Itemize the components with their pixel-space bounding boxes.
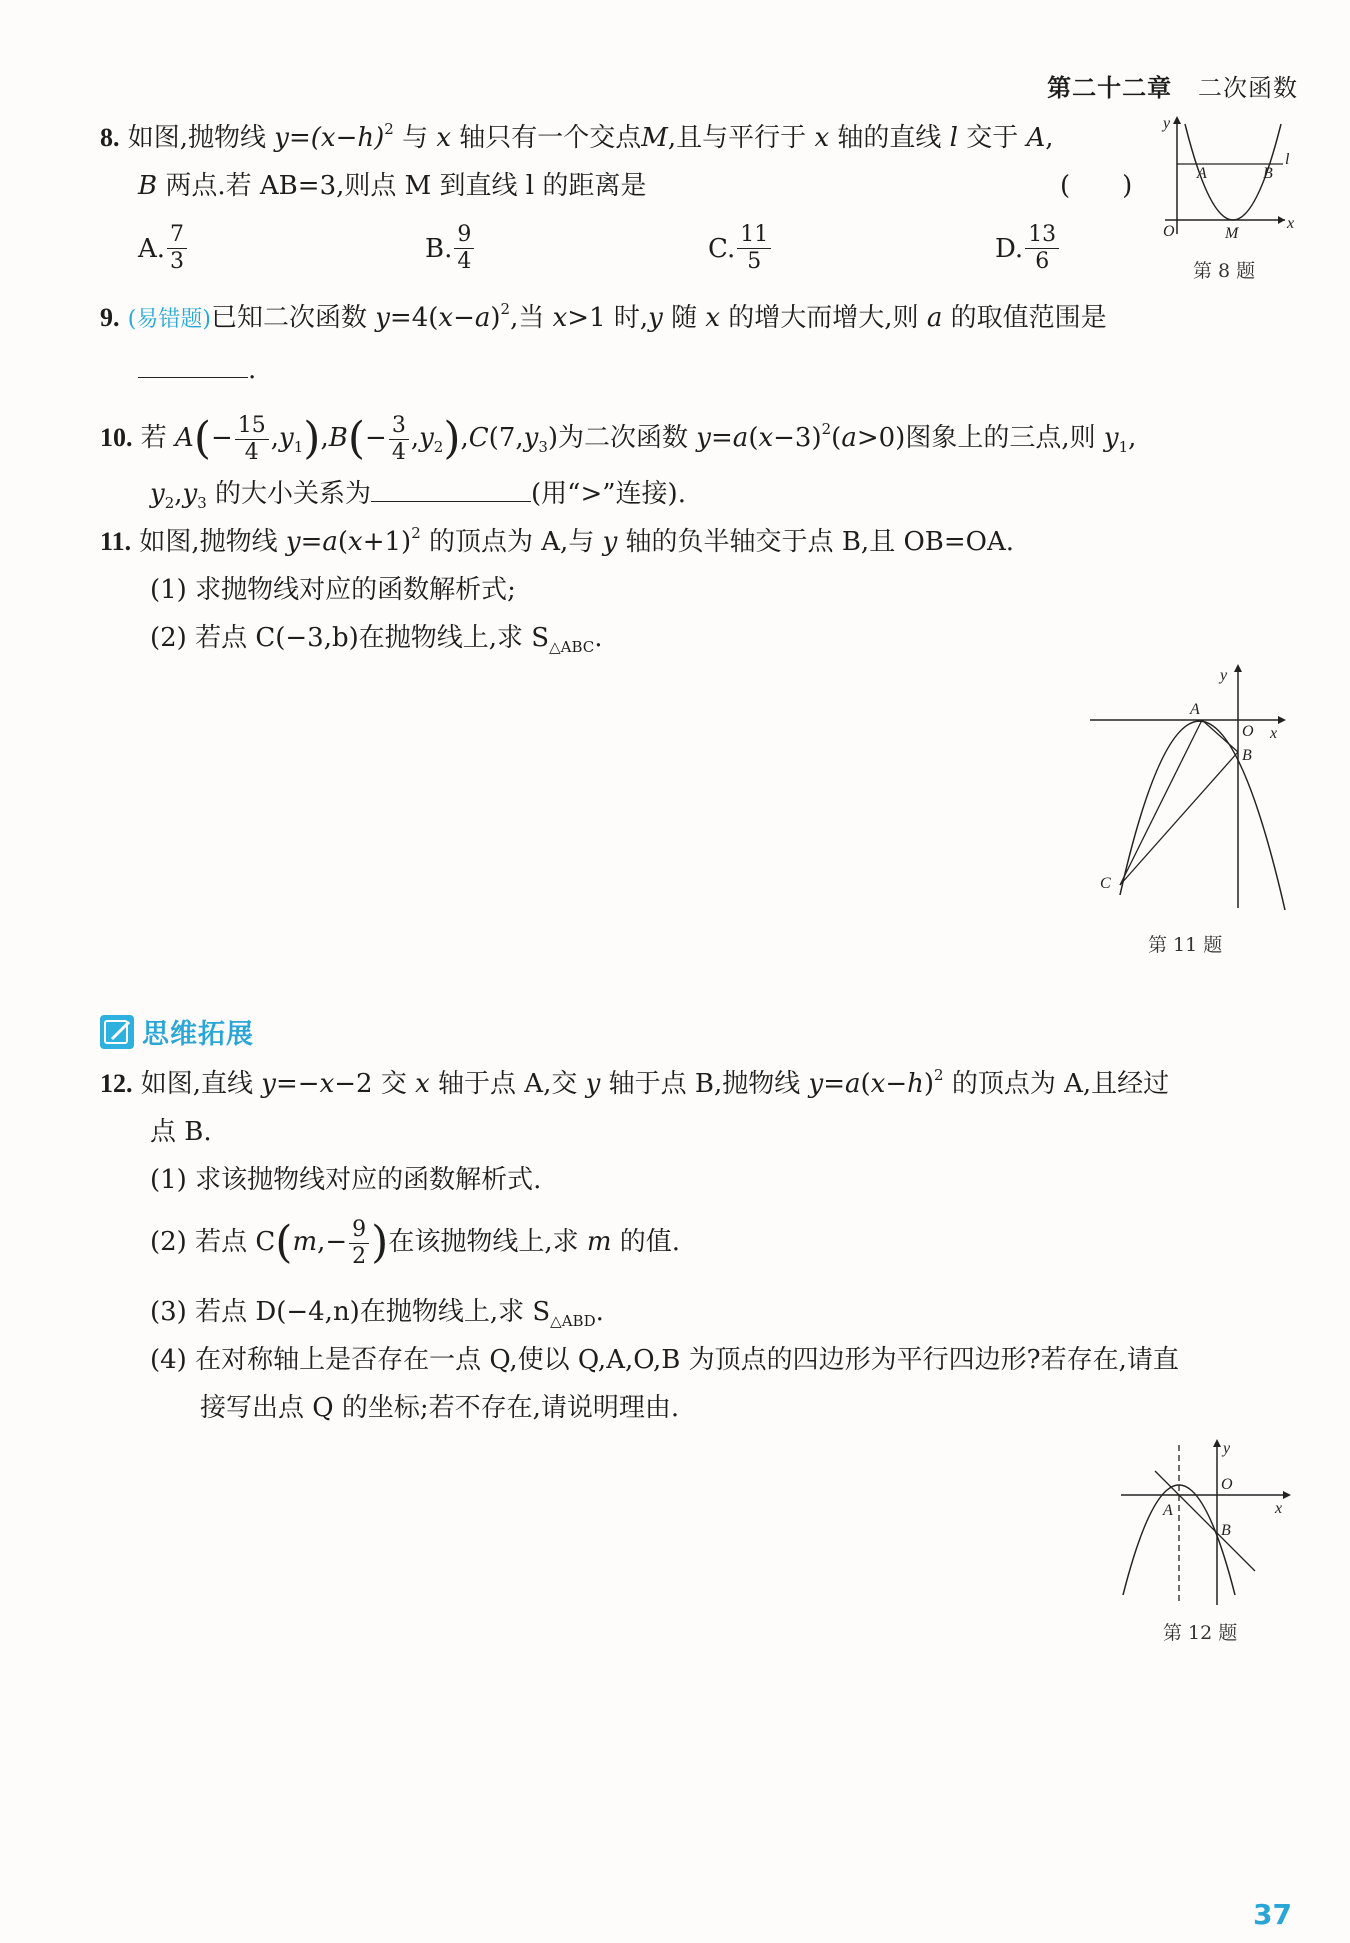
q9-text: 时, <box>605 303 649 333</box>
figure-8-caption: 第 8 题 <box>1193 260 1256 282</box>
q10-answer-blank[interactable] <box>371 477 531 502</box>
numerator: 7 <box>167 222 187 249</box>
svg-text:A: A <box>1163 1502 1173 1519</box>
q9-text: 已知二次函数 <box>210 303 376 333</box>
question-number: 10. <box>100 423 133 452</box>
question-number: 8. <box>100 123 120 152</box>
denominator: 4 <box>457 249 472 274</box>
svg-text:y: y <box>1223 1440 1231 1457</box>
svg-text:B: B <box>1221 1522 1231 1539</box>
q8-equation: y=(x−h) <box>274 123 385 153</box>
q12-line2: 点 B. <box>150 1117 212 1147</box>
q8-text: ,且与平行于 <box>667 123 815 153</box>
svg-text:O: O <box>1221 1476 1233 1493</box>
choice-b <box>425 222 476 275</box>
svg-text:y: y <box>1220 667 1228 684</box>
subscript: △ABC <box>549 638 595 656</box>
q11-text: 如图,抛物线 <box>139 527 286 557</box>
section-title: 思维拓展 <box>142 1019 254 1050</box>
choice-label: B. <box>425 233 453 264</box>
q9-text: 的取值范围是 <box>942 303 1107 333</box>
error-prone-tag: (易错题) <box>127 307 211 332</box>
q12-sub4-line1: (4) 在对称轴上是否存在一点 Q,使以 Q,A,O,B 为顶点的四边形为平行四边形?若存在,请直 <box>150 1345 1179 1375</box>
q10-text: 为二次函数 <box>558 423 697 453</box>
svg-text:O: O <box>1242 723 1254 740</box>
question-8: 8. 如图,抛物线 $y=(x-h)^2$ 与 x 轴只有一个交点M,且与平行于 x 轴的直线 l 交于 A, <box>100 120 1054 153</box>
chapter-label: 第二十二章 <box>1047 74 1173 102</box>
svg-text:x: x <box>1275 1500 1283 1517</box>
q8-text: 轴只有一个交点 <box>451 123 642 153</box>
q12-text: 轴于点 B,抛物线 <box>600 1069 809 1099</box>
q12-text: (2) 若点 C <box>150 1227 276 1257</box>
q10-text: 的大小关系为 <box>206 479 372 509</box>
running-header <box>1047 68 1298 103</box>
numerator: 11 <box>737 222 771 249</box>
question-9: 9. (易错题)已知二次函数 $y=4(x-a)^2$,当 x>1 时,y 随 x 的增大而增大,则 a 的取值范围是 <box>100 300 1107 333</box>
q10-line2: $y_2,y_3$ 的大小关系为 (用“>”连接). <box>150 479 686 512</box>
choice-label: C. <box>708 233 736 264</box>
page-number: 37 <box>1253 1898 1292 1931</box>
denominator: 6 <box>1035 249 1050 274</box>
svg-text:B: B <box>1242 747 1252 764</box>
pencil-paper-icon <box>100 1015 134 1049</box>
question-11: 11. 如图,抛物线 $y=a(x+1)^2$ 的顶点为 A,与 y 轴的负半轴交于点 B,且 OB=OA. <box>100 524 1015 557</box>
q12-text: 的顶点为 A,且经过 <box>943 1069 1170 1099</box>
numerator: 13 <box>1025 222 1059 249</box>
denominator: 5 <box>747 249 762 274</box>
q12-text: 在该抛物线上,求 <box>388 1227 587 1257</box>
choice-c <box>708 222 773 275</box>
q9-text: 随 <box>662 303 706 333</box>
q8-text: 两点.若 AB=3,则点 M 到直线 l 的距离是 <box>165 171 647 201</box>
q12-sub2: (2) 若点 C(m,− $\frac{9}{2}$ )在该抛物线上,求 m 的值. <box>150 1216 681 1269</box>
q10-text: (用“>”连接). <box>531 479 686 509</box>
q8-text: 轴的直线 <box>829 123 950 153</box>
figure-11 <box>1080 660 1300 920</box>
svg-text:x: x <box>1287 215 1295 232</box>
q12-text: 轴于点 A,交 <box>429 1069 586 1099</box>
svg-text:y: y <box>1163 115 1171 132</box>
svg-text:A: A <box>1197 165 1207 182</box>
question-number: 11. <box>100 527 132 556</box>
numerator: 9 <box>454 222 474 249</box>
q9-text: ,当 <box>510 303 553 333</box>
q9-answer-blank[interactable]: . <box>138 350 256 390</box>
svg-text:l: l <box>1285 151 1290 168</box>
question-12: 12. 如图,直线 y=−x−2 交 x 轴于点 A,交 y 轴于点 B,抛物线 $y=a(x-h)^2$ 的顶点为 A,且经过 <box>100 1066 1170 1099</box>
topic-label: 二次函数 <box>1198 74 1298 102</box>
q8-text: 如图,抛物线 <box>127 123 275 153</box>
q12-text: 如图,直线 <box>140 1069 262 1099</box>
section-header <box>100 1012 254 1051</box>
q11-text: 轴的负半轴交于点 B,且 OB=OA. <box>617 527 1015 557</box>
svg-text:B: B <box>1263 165 1273 182</box>
choice-d <box>995 222 1061 275</box>
q8-text: 交于 <box>957 123 1027 153</box>
svg-text:O: O <box>1163 223 1175 240</box>
q8-line2: B 两点.若 AB=3,则点 M 到直线 l 的距离是 <box>138 171 647 201</box>
q11-text: (2) 若点 C(−3,b)在抛物线上,求 S <box>150 623 550 653</box>
q11-text: 的顶点为 A,与 <box>420 527 603 557</box>
choice-a <box>138 222 189 275</box>
choice-label: A. <box>138 233 166 264</box>
subscript: △ABD <box>550 1312 596 1330</box>
answer-paren: ( ) <box>1060 171 1133 201</box>
svg-text:M: M <box>1225 225 1239 242</box>
q10-text: 若 <box>140 423 176 453</box>
figure-12 <box>1115 1435 1300 1610</box>
q12-sub1: (1) 求该抛物线对应的函数解析式. <box>150 1165 542 1195</box>
denominator: 3 <box>170 249 185 274</box>
svg-text:C: C <box>1100 875 1111 892</box>
question-10: 10. 若 A(− $\frac{15}{4}$ $,y_1),B(-$ $\frac{3}{4}$ $,y_2),C(7,y_3)$为二次函数 $y=a(x-3)^2(a>0)$图象上的三点,则 $y_1$, <box>100 412 1137 465</box>
q10-text: 图象上的三点,则 <box>905 423 1104 453</box>
q12-text: 交 <box>372 1069 416 1099</box>
question-number: 9. <box>100 303 120 332</box>
figure-8 <box>1155 112 1295 242</box>
q12-text: 的值. <box>611 1227 681 1257</box>
question-number: 12. <box>100 1069 133 1098</box>
q12-text: (3) 若点 D(−4,n)在抛物线上,求 S <box>150 1297 551 1327</box>
q12-sub4-line2: 接写出点 Q 的坐标;若不存在,请说明理由. <box>200 1393 680 1423</box>
figure-11-caption: 第 11 题 <box>1148 934 1223 956</box>
choice-label: D. <box>995 233 1024 264</box>
q11-sub2: (2) 若点 C(−3,b)在抛物线上,求 $S_{\triangle ABC}$. <box>150 623 603 656</box>
figure-12-caption: 第 12 题 <box>1163 1622 1238 1644</box>
q9-text: 的增大而增大,则 <box>720 303 927 333</box>
q8-text: 与 <box>393 123 437 153</box>
svg-text:A: A <box>1190 701 1200 718</box>
q12-sub3: (3) 若点 D(−4,n)在抛物线上,求 $S_{\triangle ABD}$. <box>150 1297 604 1330</box>
q11-sub1: (1) 求抛物线对应的函数解析式; <box>150 575 516 605</box>
svg-text:x: x <box>1270 725 1278 742</box>
